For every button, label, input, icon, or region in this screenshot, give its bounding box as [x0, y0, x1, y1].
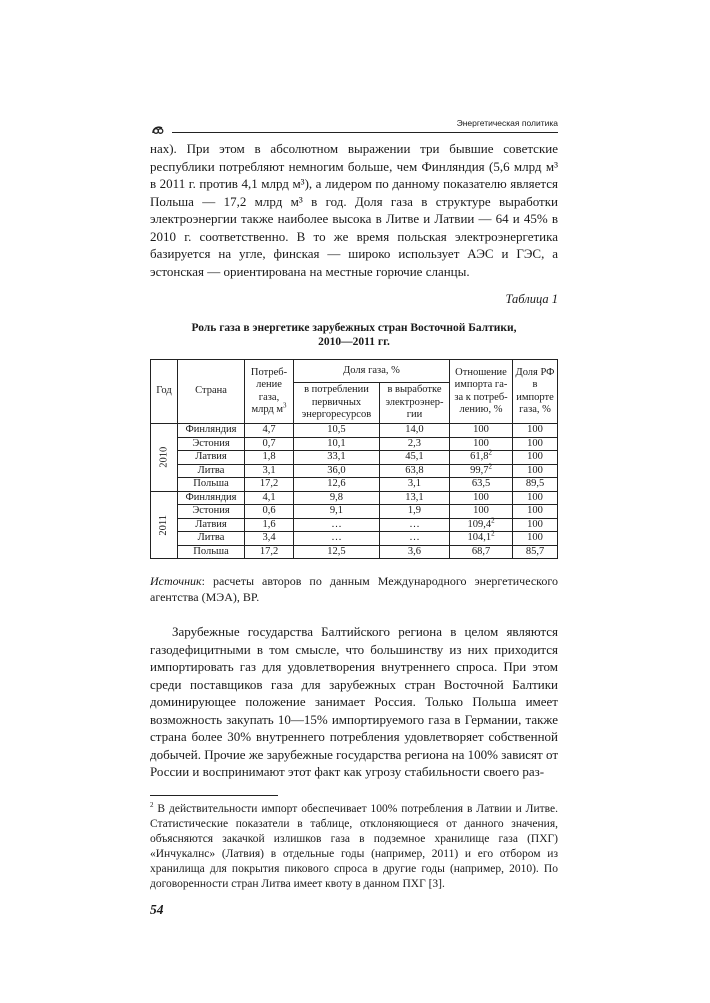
consumption-cell: 17,2 [245, 545, 294, 559]
header-country: Страна [178, 360, 245, 424]
power-share-cell: … [379, 518, 449, 532]
primary-share-cell: 10,1 [294, 437, 380, 451]
table-row [151, 505, 558, 519]
country-cell: Финляндия [178, 424, 245, 438]
power-share-cell: 3,1 [379, 478, 449, 492]
page-number: 54 [150, 901, 164, 917]
rf-share-cell: 100 [513, 505, 558, 519]
rf-share-cell: 100 [513, 424, 558, 438]
header-import-ratio: Отношение импорта га-за к потреб-лению, % [450, 360, 513, 424]
table-row [151, 424, 558, 438]
primary-share-cell: 9,8 [294, 491, 380, 505]
country-cell: Латвия [178, 518, 245, 532]
table-title-line-2: 2010—2011 гг. [318, 336, 390, 348]
primary-share-cell: … [294, 532, 380, 546]
table-title [150, 321, 558, 349]
import-ratio-cell: 100 [450, 437, 513, 451]
power-share-cell: 1,9 [379, 505, 449, 519]
primary-share-cell: 33,1 [294, 451, 380, 465]
rf-share-cell: 100 [513, 491, 558, 505]
power-share-cell: … [379, 532, 449, 546]
header-year: Год [151, 360, 178, 424]
table-row [151, 478, 558, 492]
power-share-cell: 2,3 [379, 437, 449, 451]
country-cell: Польша [178, 478, 245, 492]
power-share-cell: 3,6 [379, 545, 449, 559]
country-cell: Эстония [178, 505, 245, 519]
consumption-cell: 0,6 [245, 505, 294, 519]
table-row [151, 491, 558, 505]
table-row [151, 464, 558, 478]
running-header [150, 110, 558, 136]
rf-share-cell: 85,7 [513, 545, 558, 559]
header-rule [172, 132, 558, 133]
primary-share-cell: 36,0 [294, 464, 380, 478]
footnote-rule [150, 795, 278, 796]
journal-logo-icon [150, 123, 166, 137]
gas-role-table [150, 359, 558, 559]
import-ratio-cell: 100 [450, 424, 513, 438]
paragraph-2: Зарубежные государства Балтийского региона в целом являются газодефицитными в том смысле, что большинству из них приходится импортировать газ для удовлетворения внутреннего спроса. При этом среди поставщиков газа для зарубежных стран Восточной Балтики доминирующее положение занимает Россия. Только Польша имеет возможность закупать 10—15% импортируемого газа в Германии, также страна более 30% внутреннего потребления удовлетворяет собственной добычей. Прочие же зарубежные государства региона на 100% зависят от России и воспринимают этот факт как угрозу стабильности своего раз- [150, 624, 558, 779]
paragraph-1: нах). При этом в абсолютном выражении три бывшие советские республики потребляют немногим больше, чем Финляндия (5,6 млрд м³ в 2011 г. против 4,1 млрд м³), а лидером по данному показателю является Польша — 17,2 млрд м³ в год. Доля газа в структуре выработки электроэнергии также наиболее высока в Литве и Латвии — 64 и 45% в 2010 г. соответственно. В то же время польская электроэнергетика базируется на угле, финская — широко использует АЭС и ГЭС, а эстонская — ориентирована на местные горючие сланцы. [150, 141, 558, 279]
import-ratio-cell: 100 [450, 491, 513, 505]
table-row [151, 437, 558, 451]
consumption-cell: 3,4 [245, 532, 294, 546]
year-cell-2011: 2011 [151, 491, 178, 559]
import-ratio-cell: 61,8$^2$ [450, 451, 513, 465]
rf-share-cell: 100 [513, 451, 558, 465]
table-label: Таблица 1 [505, 292, 558, 306]
import-ratio-cell: 109,4$^2$ [450, 518, 513, 532]
consumption-cell: 4,7 [245, 424, 294, 438]
country-cell: Латвия [178, 451, 245, 465]
consumption-cell: 4,1 [245, 491, 294, 505]
footnote [150, 802, 558, 892]
header-gas-share-power: в выработке электроэнер-гии [379, 383, 449, 424]
table-title-line-1: Роль газа в энергетике зарубежных стран Восточной Балтики, [191, 322, 517, 334]
header-gas-share: Доля газа, % [294, 360, 450, 383]
year-cell-2010: 2010 [151, 424, 178, 492]
page [150, 110, 558, 918]
table-row [151, 451, 558, 465]
rf-share-cell: 89,5 [513, 478, 558, 492]
country-cell: Литва [178, 532, 245, 546]
primary-share-cell: 9,1 [294, 505, 380, 519]
table-row [151, 545, 558, 559]
primary-share-cell: 12,6 [294, 478, 380, 492]
consumption-cell: 3,1 [245, 464, 294, 478]
footnote-mark: 2 [150, 800, 154, 809]
primary-share-cell: 12,5 [294, 545, 380, 559]
consumption-cell: 0,7 [245, 437, 294, 451]
footnote-text: В действительности импорт обеспечивает 100% потребления в Латвии и Литве. Статистические показатели в таблице, отклоняющиеся от данного значения, объясняются закачкой излишков газа в подземное хранилище газа (ПХГ) «Инчукалнс» (Латвия) в отдельные годы (например, 2011) и его отбором из хранилища для покрытия пикового спроса в другие годы (например, 2010). По договоренности стран Литва имеет квоту в данном ПХГ [3]. [150, 802, 558, 890]
import-ratio-cell: 100 [450, 505, 513, 519]
power-share-cell: 14,0 [379, 424, 449, 438]
consumption-cell: 1,8 [245, 451, 294, 465]
table-source-note: Источник: расчеты авторов по данным Международного энергетического агентства (МЭА), BP. [150, 574, 558, 604]
rf-share-cell: 100 [513, 464, 558, 478]
rf-share-cell: 100 [513, 437, 558, 451]
country-cell: Финляндия [178, 491, 245, 505]
country-cell: Литва [178, 464, 245, 478]
header-rf-share: Доля РФ в импорте газа, % [513, 360, 558, 424]
import-ratio-cell: 63,5 [450, 478, 513, 492]
primary-share-cell: 10,5 [294, 424, 380, 438]
country-cell: Эстония [178, 437, 245, 451]
power-share-cell: 45,1 [379, 451, 449, 465]
table-row [151, 518, 558, 532]
header-consumption: Потреб-ление газа, млрд $м^3$ [245, 360, 294, 424]
running-header-title: Энергетическая политика [456, 118, 558, 128]
country-cell: Польша [178, 545, 245, 559]
consumption-cell: 17,2 [245, 478, 294, 492]
rf-share-cell: 100 [513, 518, 558, 532]
import-ratio-cell: 68,7 [450, 545, 513, 559]
import-ratio-cell: 99,7$^2$ [450, 464, 513, 478]
header-gas-share-primary: в потреблении первичных энергоресурсов [294, 383, 380, 424]
consumption-cell: 1,6 [245, 518, 294, 532]
import-ratio-cell: 104,1$^2$ [450, 532, 513, 546]
table-row [151, 532, 558, 546]
primary-share-cell: … [294, 518, 380, 532]
power-share-cell: 13,1 [379, 491, 449, 505]
rf-share-cell: 100 [513, 532, 558, 546]
power-share-cell: 63,8 [379, 464, 449, 478]
